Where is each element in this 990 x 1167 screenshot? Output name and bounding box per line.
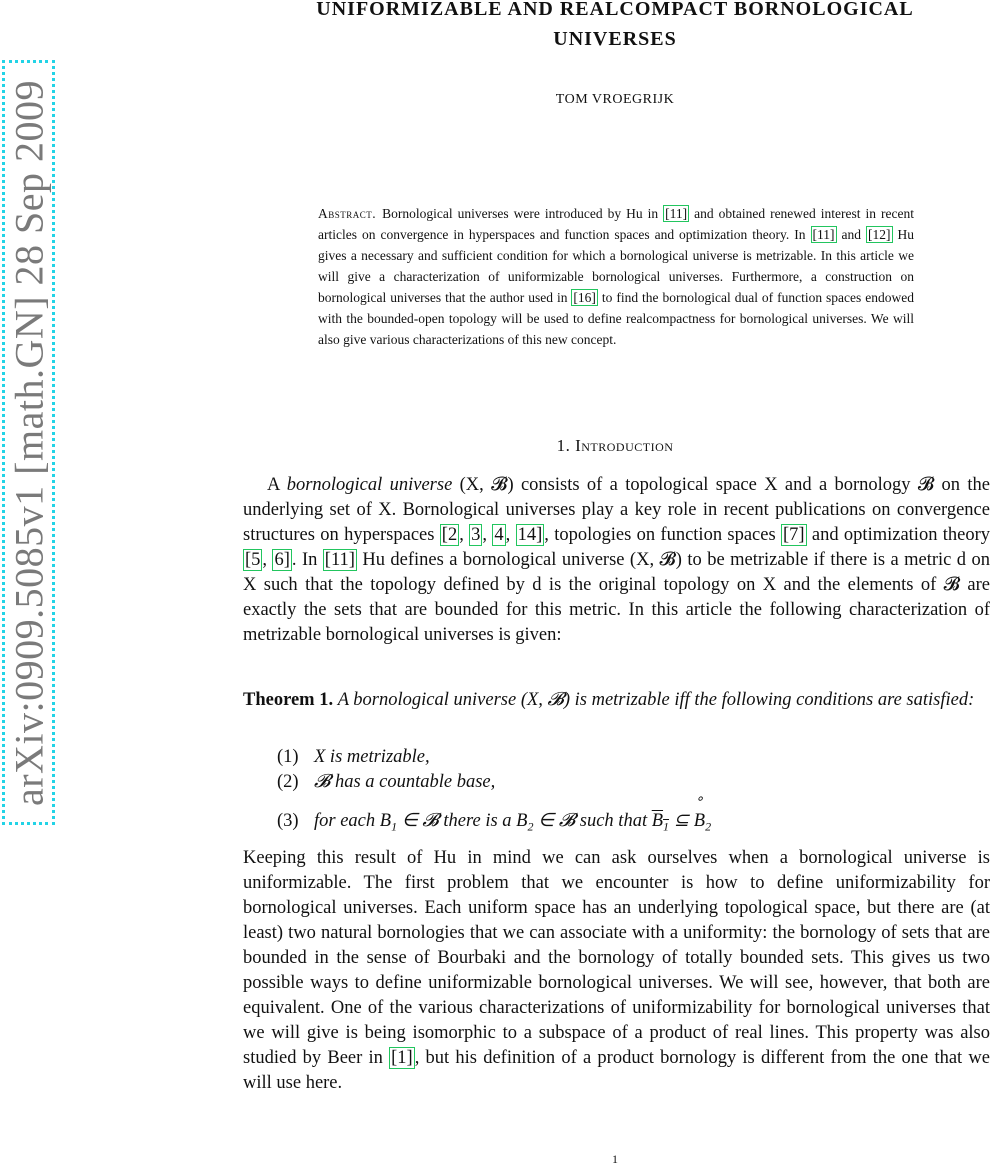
theorem-conditions (277, 745, 990, 834)
arxiv-stamp-box (2, 60, 55, 825)
citation-link[interactable]: 3 (471, 525, 481, 545)
theorem-statement (243, 688, 990, 713)
abstract-text: Hu gives a necessary and sufficient condition for which a bornological universe is metrizable. In this article we will give a characterization of uniformizable bornological universes. Furthermore, a construction on bornological universes that the author used in (318, 227, 914, 305)
author-name: TOM VROEGRIJK (555, 92, 675, 107)
citation-link[interactable]: 4 (494, 525, 504, 545)
abstract-heading: Abstract. (318, 206, 377, 221)
paper-title (240, 0, 990, 54)
abstract-text: Bornological universes were introduced by Hu in (382, 206, 664, 221)
arxiv-identifier[interactable]: arXiv:0909.5085v1 [math.GN] 28 Sep 2009 (6, 79, 51, 806)
subscript: 2 (705, 819, 712, 834)
condition-text: X is metrizable, (314, 747, 430, 767)
para-text: , topologies on function spaces (544, 525, 781, 545)
citation-link[interactable]: [1] (391, 1048, 413, 1068)
condition-text-part: ∈ 𝓑 there is a B (397, 811, 528, 831)
abstract (318, 203, 914, 350)
interior-expression (694, 809, 705, 834)
citation-link[interactable]: 14] (517, 525, 543, 545)
para-text: (X, 𝓑) consists of a topological space X and a bornology 𝓑 on the underlying set of X. Bornological universes play a key role in recent publications on convergence structures on hyperspaces (243, 475, 990, 545)
para-text: , (459, 525, 470, 545)
citation-link[interactable]: 6] (274, 550, 290, 570)
abstract-text: and (836, 227, 866, 242)
condition-text-part: ∈ 𝓑 such that (533, 811, 652, 831)
citation-link[interactable]: [7] (783, 525, 805, 545)
para-text: , but his definition of a product bornology is different from the one that we will use here. (243, 1048, 990, 1093)
condition-text-part: for each B (314, 811, 392, 831)
condition-number: (1) (277, 747, 299, 767)
theorem-text: A bornological universe (X, 𝓑) is metrizable iff the following conditions are satisfied: (337, 690, 975, 710)
condition-item (277, 770, 990, 795)
closure-set: B (651, 811, 664, 831)
subscript: 2 (527, 819, 534, 834)
condition-item (277, 809, 990, 834)
theorem-label: Theorem 1. (243, 690, 334, 710)
citation-link[interactable]: [2 (441, 525, 458, 545)
abstract-text: to find the bornological dual of function spaces endowed with the bounded-open topology will be used to define realcompactness for bornological universes. We will also give various characterizations of this new concept. (318, 290, 914, 347)
para-text: A (267, 475, 287, 495)
section-title: Introduction (575, 436, 674, 455)
citation-link[interactable]: [5 (245, 550, 261, 570)
citation-link[interactable]: [16] (573, 290, 596, 305)
condition-number: (2) (277, 772, 299, 792)
body-paragraph (243, 846, 990, 1096)
para-text: and optimization theory (806, 525, 990, 545)
para-emph: bornological universe (286, 475, 453, 495)
abstract-text: and obtained renewed interest in recent articles on convergence in hyperspaces and function spaces and optimization theory. In (318, 206, 915, 242)
condition-number: (3) (277, 811, 299, 831)
subscript: 1 (391, 819, 398, 834)
citation-link[interactable]: [11] (324, 550, 355, 570)
section-number: 1. (556, 436, 571, 455)
citation-link[interactable]: [12] (868, 227, 891, 242)
para-text: Hu defines a bornological universe (X, 𝓑) to be metrizable if there is a metric d on X such that the topology defined by d is the original topology on X and the elements of 𝓑 are exactly the sets that are bounded for this metric. In this article the following characterization of metrizable bornological universes is given: (243, 550, 990, 645)
interior-set: B (693, 811, 706, 831)
subset-symbol: ⊆ (669, 811, 694, 831)
para-text: , (482, 525, 493, 545)
citation-link[interactable]: [11] (665, 206, 688, 221)
closure-expression (651, 811, 670, 834)
condition-text (314, 811, 712, 834)
page-number: 1 (612, 1152, 618, 1166)
title-line-1: UNIFORMIZABLE AND REALCOMPACT BORNOLOGICAL (316, 0, 914, 20)
section-heading (240, 436, 990, 456)
condition-text: 𝓑 has a countable base, (314, 772, 496, 792)
citation-link[interactable]: [11] (812, 227, 835, 242)
para-text: . In (291, 550, 323, 570)
para-text: Keeping this result of Hu in mind we can ask ourselves when a bornological universe is uniformizable. The first problem that we encounter is how to define uniformizability for bornological universes. Each uniform space has an underlying topological space, but there are (at least) two natural bornologies that we can associate with a uniformity: the bornology of sets that are bounded in the sense of Bourbaki and the bornology of totally bounded sets. This gives us two possible ways to define uniformizable bornological universes. We will see, however, that both are equivalent. One of the various characterizations of uniformizability for bornological universes that we will give is being isomorphic to a subspace of a product of real lines. This property was also studied by Beer in (243, 848, 990, 1068)
condition-item (277, 745, 990, 770)
para-text: , (505, 525, 516, 545)
para-text: , (262, 550, 273, 570)
subscript: 1 (663, 819, 670, 834)
intro-paragraph (243, 473, 990, 648)
title-line-2: UNIVERSES (553, 28, 677, 50)
